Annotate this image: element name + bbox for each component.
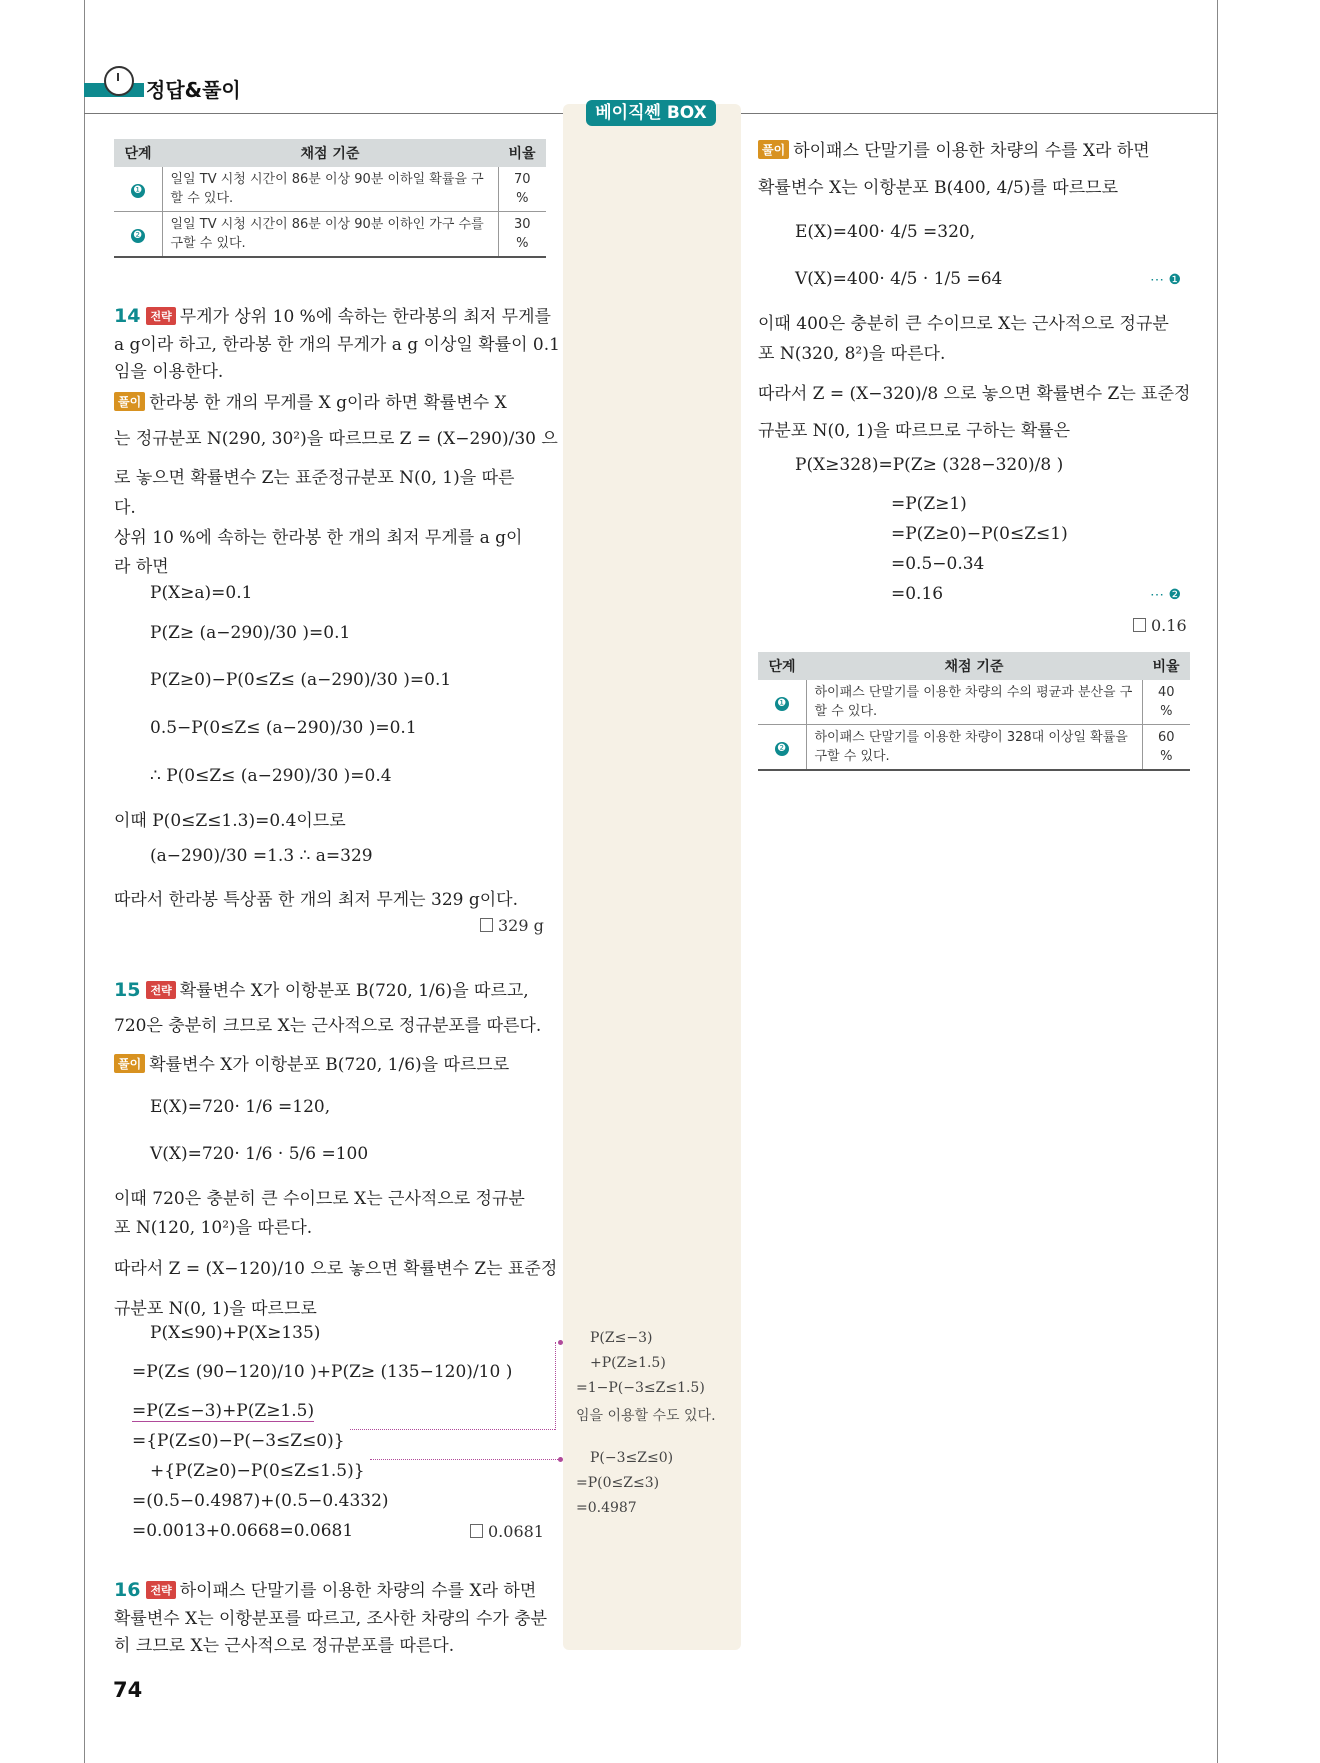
solution-tag: 풀이 bbox=[114, 392, 145, 411]
q16-number: 16 bbox=[114, 1579, 141, 1601]
q15-calc-line: P(X≤90)+P(X≥135) bbox=[150, 1323, 321, 1343]
q14-solution-line: 로 놓으면 확률변수 Z는 표준정규분포 N(0, 1)을 따른 bbox=[114, 468, 515, 488]
q15-solution-line: 풀이 확률변수 X가 이항분포 B(720, 1/6)을 따르므로 bbox=[114, 1050, 509, 1075]
q14-number: 14 bbox=[114, 305, 141, 327]
basic-box-title: 베이직쎈 BOX bbox=[586, 100, 716, 126]
q15-after-line: 포 N(120, 10²)을 따른다. bbox=[114, 1218, 313, 1238]
right-calc-line: =P(Z≥0)−P(0≤Z≤1) bbox=[891, 524, 1068, 544]
q14-conclusion-line: 따라서 한라봉 특상품 한 개의 최저 무게는 329 g이다. bbox=[114, 890, 518, 910]
right-solution-line: 풀이 하이패스 단말기를 이용한 차량의 수를 X라 하면 bbox=[758, 136, 1150, 161]
right-equation: E(X)=400· 4/5 =320, bbox=[795, 222, 976, 242]
side-note-line: =1−P(−3≤Z≤1.5) bbox=[576, 1380, 705, 1396]
q15-after-line: 따라서 Z = (X−120)/10 으로 놓으면 확률변수 Z는 표준정 bbox=[114, 1259, 558, 1279]
table-row bbox=[758, 725, 1190, 771]
col-step: 단계 bbox=[114, 139, 162, 167]
table-row bbox=[758, 680, 1190, 725]
q15-calc-line: +{P(Z≥0)−P(0≤Z≤1.5)} bbox=[150, 1461, 365, 1481]
q14-equation: 0.5−P(0≤Z≤ (a−290)/30 )=0.1 bbox=[150, 718, 417, 738]
q14-equation: P(Z≥ (a−290)/30 )=0.1 bbox=[150, 623, 351, 643]
side-note-line: P(Z≤−3) bbox=[590, 1330, 653, 1346]
scoring-table-right bbox=[758, 652, 1190, 771]
q14-solution-line: 는 정규분포 N(290, 30²)을 따르므로 Z = (X−290)/30 으 bbox=[114, 429, 558, 449]
right-calc-line: P(X≥328)=P(Z≥ (328−320)/8 ) bbox=[795, 455, 1064, 475]
q14-solution-line: 라 하면 bbox=[114, 557, 169, 577]
q14-equation: ∴ P(0≤Z≤ (a−290)/30 )=0.4 bbox=[150, 766, 392, 786]
right-calc-line: =0.16 bbox=[891, 584, 944, 604]
table-row bbox=[114, 212, 546, 258]
q15-number: 15 bbox=[114, 979, 141, 1001]
alarm-clock-icon bbox=[104, 66, 134, 96]
q15-calc-line: =P(Z≤−3)+P(Z≥1.5) bbox=[132, 1401, 315, 1421]
left-page-border bbox=[84, 0, 85, 1763]
q16-strategy-line: 히 크므로 X는 근사적으로 정규분포를 따른다. bbox=[114, 1636, 455, 1656]
q14-strategy-line: 임을 이용한다. bbox=[114, 362, 224, 382]
q15-calc-line: ={P(Z≤0)−P(−3≤Z≤0)} bbox=[132, 1431, 345, 1451]
step-badge: ❶ bbox=[131, 184, 145, 198]
q14-conclusion-line: 이때 P(0≤Z≤1.3)=0.4이므로 bbox=[114, 811, 346, 831]
right-solution-line: 확률변수 X는 이항분포 B(400, 4/5)를 따르므로 bbox=[758, 178, 1118, 198]
criterion-text: 일일 TV 시청 시간이 86분 이상 90분 이하일 확률을 구할 수 있다. bbox=[162, 167, 498, 212]
q15-strategy-line: 15 전략 확률변수 X가 이항분포 B(720, 1/6)을 따르고, bbox=[114, 979, 529, 1001]
side-note-line: =P(0≤Z≤3) bbox=[576, 1475, 660, 1491]
q14-strategy-line: 14 전략 무게가 상위 10 %에 속하는 한라봉의 최저 무게를 bbox=[114, 305, 551, 327]
strategy-tag: 전략 bbox=[146, 981, 175, 999]
solution-tag: 풀이 bbox=[114, 1054, 145, 1073]
q16-strategy-line: 16 전략 하이패스 단말기를 이용한 차량의 수를 X라 하면 bbox=[114, 1579, 537, 1601]
criterion-text: 하이패스 단말기를 이용한 차량의 수의 평균과 분산을 구할 수 있다. bbox=[806, 680, 1142, 725]
col-step: 단계 bbox=[758, 652, 806, 680]
right-after-line: 이때 400은 충분히 큰 수이므로 X는 근사적으로 정규분 bbox=[758, 314, 1169, 334]
step-badge: ❷ bbox=[775, 742, 789, 756]
col-ratio: 비율 bbox=[498, 139, 546, 167]
q15-after-line: 규분포 N(0, 1)을 따르므로 bbox=[114, 1299, 317, 1319]
q15-calc-line: =P(Z≤ (90−120)/10 )+P(Z≥ (135−120)/10 ) bbox=[132, 1362, 513, 1382]
scoring-table-left bbox=[114, 139, 546, 258]
q14-equation: P(X≥a)=0.1 bbox=[150, 583, 253, 603]
answer-icon bbox=[480, 918, 493, 932]
q14-solution-line: 풀이 한라봉 한 개의 무게를 X g이라 하면 확률변수 X bbox=[114, 388, 507, 413]
right-calc-line: =P(Z≥1) bbox=[891, 494, 967, 514]
right-page-border bbox=[1217, 0, 1218, 1763]
col-criterion: 채점 기준 bbox=[162, 139, 498, 167]
right-calc-line: =0.5−0.34 bbox=[891, 554, 985, 574]
col-ratio: 비율 bbox=[1142, 652, 1190, 680]
q14-answer: 329 g bbox=[480, 916, 544, 935]
side-note-line: 임을 이용할 수도 있다. bbox=[576, 1408, 716, 1424]
connector-line bbox=[370, 1459, 560, 1460]
q15-strategy-line: 720은 충분히 크므로 X는 근사적으로 정규분포를 따른다. bbox=[114, 1016, 542, 1036]
q14-strategy-line: a g이라 하고, 한라봉 한 개의 무게가 a g 이상일 확률이 0.1 bbox=[114, 335, 560, 355]
right-answer: 0.16 bbox=[1133, 616, 1187, 635]
side-note-line: =0.4987 bbox=[576, 1500, 637, 1516]
side-note-line: P(−3≤Z≤0) bbox=[590, 1450, 674, 1466]
q15-calc-line: =0.0013+0.0668=0.0681 bbox=[132, 1521, 354, 1541]
q15-calc-line: =(0.5−0.4987)+(0.5−0.4332) bbox=[132, 1491, 389, 1511]
page-number: 74 bbox=[113, 1678, 143, 1702]
q15-equation: E(X)=720· 1/6 =120, bbox=[150, 1097, 331, 1117]
q16-strategy-line: 확률변수 X는 이항분포를 따르고, 조사한 차량의 수가 충분 bbox=[114, 1609, 548, 1629]
ratio-text: 60 % bbox=[1142, 725, 1190, 771]
brand-title: 정답&풀이 bbox=[146, 78, 241, 102]
q14-solution-line: 상위 10 %에 속하는 한라봉 한 개의 최저 무게를 a g이 bbox=[114, 528, 523, 548]
connector-line bbox=[555, 1342, 556, 1430]
criterion-text: 하이패스 단말기를 이용한 차량이 328대 이상일 확률을 구할 수 있다. bbox=[806, 725, 1142, 771]
step-marker-2: ⋯ ❷ bbox=[1150, 587, 1182, 603]
step-badge: ❷ bbox=[131, 229, 145, 243]
strategy-tag: 전략 bbox=[146, 1581, 175, 1599]
side-note-line: +P(Z≥1.5) bbox=[590, 1355, 666, 1371]
answer-icon bbox=[470, 1524, 483, 1538]
table-row bbox=[114, 167, 546, 212]
right-equation: V(X)=400· 4/5 · 1/5 =64 bbox=[795, 269, 1003, 289]
q14-conclusion-line: (a−290)/30 =1.3 ∴ a=329 bbox=[150, 846, 373, 866]
q14-solution-line: 다. bbox=[114, 498, 136, 518]
ratio-text: 70 % bbox=[498, 167, 546, 212]
answer-icon bbox=[1133, 618, 1146, 632]
q15-equation: V(X)=720· 1/6 · 5/6 =100 bbox=[150, 1144, 369, 1164]
step-marker-1: ⋯ ❶ bbox=[1150, 272, 1182, 288]
right-after-line: 따라서 Z = (X−320)/8 으로 놓으면 확률변수 Z는 표준정 bbox=[758, 384, 1191, 404]
connector-dot bbox=[558, 1340, 563, 1345]
ratio-text: 40 % bbox=[1142, 680, 1190, 725]
connector-line bbox=[350, 1429, 555, 1430]
connector-dot bbox=[558, 1457, 563, 1462]
step-badge: ❶ bbox=[775, 697, 789, 711]
col-criterion: 채점 기준 bbox=[806, 652, 1142, 680]
q15-answer: 0.0681 bbox=[470, 1522, 544, 1541]
strategy-tag: 전략 bbox=[146, 307, 175, 325]
q14-equation: P(Z≥0)−P(0≤Z≤ (a−290)/30 )=0.1 bbox=[150, 670, 452, 690]
right-after-line: 포 N(320, 8²)을 따른다. bbox=[758, 344, 946, 364]
solution-tag: 풀이 bbox=[758, 140, 789, 159]
ratio-text: 30 % bbox=[498, 212, 546, 258]
right-after-line: 규분포 N(0, 1)을 따르므로 구하는 확률은 bbox=[758, 421, 1071, 441]
q15-after-line: 이때 720은 충분히 큰 수이므로 X는 근사적으로 정규분 bbox=[114, 1189, 525, 1209]
criterion-text: 일일 TV 시청 시간이 86분 이상 90분 이하인 가구 수를 구할 수 있다. bbox=[162, 212, 498, 258]
